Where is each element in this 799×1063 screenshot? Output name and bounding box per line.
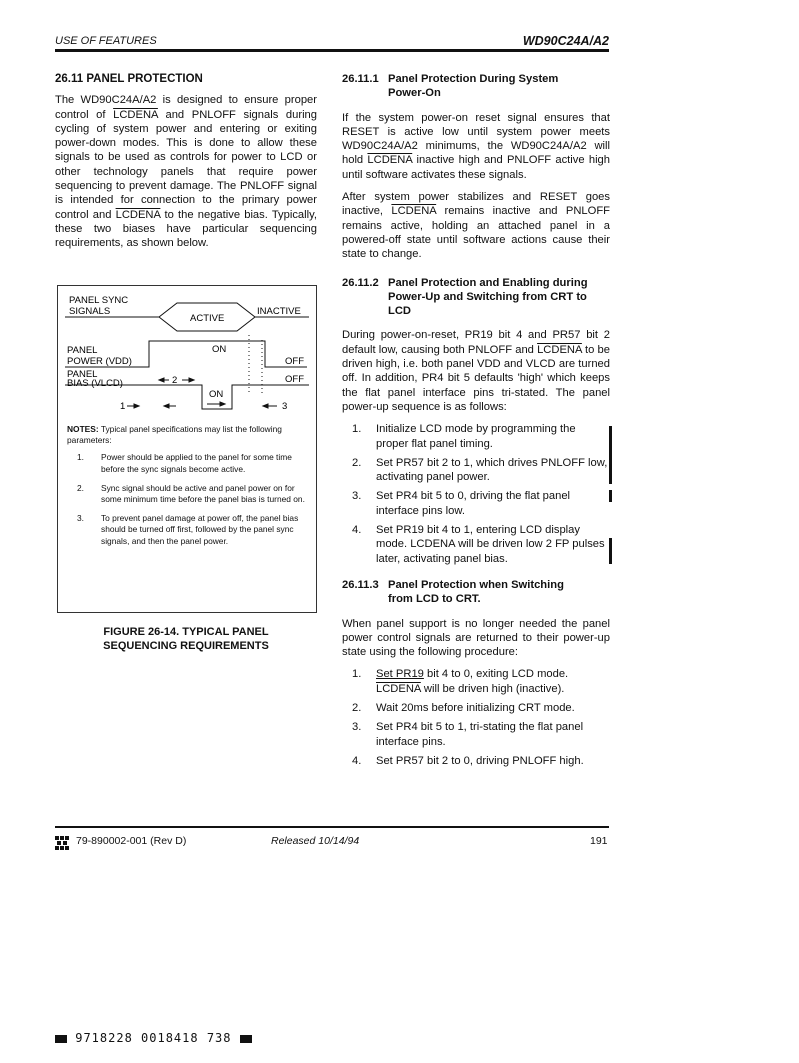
label-on-bias: ON: [209, 389, 224, 400]
barcode: [55, 1031, 252, 1045]
right-column: [342, 72, 610, 776]
header-part-number: WD90C24A/A2: [522, 34, 609, 48]
note-item: 3. To prevent panel damage at power off, the panel bias should be turned off first, followed by the panel sync signals, and then the panel power.: [77, 513, 299, 546]
label-panel-sync: PANEL SYNC: [69, 295, 129, 306]
notes-intro: Typical panel specifications may list the following parameters:: [67, 424, 282, 446]
label-interval-2: 2: [172, 375, 178, 386]
list-item: 1. Initialize LCD mode by programming the proper flat panel timing.: [352, 423, 576, 450]
paragraph: When panel support is no longer needed the panel power control signals are returned to their power-up state using the following procedure:: [342, 617, 610, 659]
label-on: ON: [212, 344, 227, 355]
intro-paragraph: The WD90C24A/A2 is designed to ensure proper control of LCDENA and PNLOFF signals during cycling of system power and entering or exiting power-down modes. This is done to allow these signals to be used as controls for power to LCD or other technology panels that require power sequencing to prevent damage. The PNLOFF signal is intended for connection to the primary power control and LCDENA to the negative bias. Typically, these two biases have particular sequencing requirements, as shown below.: [55, 94, 318, 250]
paragraph: If the system power-on reset signal ensures that RESET is active low until system power meets WD90C24A/A2 minimums, the WD90C24A/A2 will hold LCDENA inactive high and PNLOFF active high until software activates these signals.: [342, 111, 610, 181]
note-item: 1. Power should be applied to the panel for some time before the sync signals become active.: [77, 452, 292, 474]
note-item: 2. Sync signal should be active and panel power on for some minimum time before the panel bias is turned on.: [77, 482, 305, 505]
label-panel: PANEL: [67, 345, 98, 356]
list-item: 3. Set PR4 bit 5 to 1, tri-stating the flat panel interface pins.: [352, 721, 584, 748]
label-signals: SIGNALS: [69, 306, 111, 317]
subsection-heading: 26.11.2 Panel Protection and Enabling during Power-Up and Switching from CRT to LCD: [342, 276, 588, 318]
figure-notes: [67, 424, 307, 555]
label-inactive: INACTIVE: [257, 306, 301, 317]
footer-rule: [55, 826, 609, 828]
switch-steps: [342, 667, 610, 768]
list-item: 2. Wait 20ms before initializing CRT mode.: [352, 701, 575, 714]
wd-logo-icon: [55, 836, 69, 850]
subsection-heading: 26.11.1 Panel Protection During System Power-On: [342, 73, 559, 100]
label-power-vdd: POWER (VDD): [67, 356, 132, 367]
left-column: [55, 72, 317, 259]
power-up-steps: [342, 422, 610, 566]
label-off-bias: OFF: [285, 374, 304, 385]
barcode-block: [55, 1035, 67, 1043]
header-section-title: USE OF FEATURES: [55, 35, 157, 47]
barcode-digits: 9718228 0018418 738: [75, 1031, 232, 1045]
list-item: 1. Set PR19 bit 4 to 0, exiting LCD mode. LCDENA will be driven high (inactive).: [352, 668, 569, 695]
list-item: 4. Set PR57 bit 2 to 0, driving PNLOFF high.: [352, 754, 584, 767]
lcdena-signal: LCDENA: [113, 108, 158, 121]
timing-diagram: [57, 285, 315, 425]
header-rule: [55, 49, 609, 52]
label-active: ACTIVE: [190, 313, 225, 324]
label-bias-vlcd: BIAS (VLCD): [67, 378, 123, 389]
change-bar: [609, 426, 612, 484]
footer-page-number: 191: [590, 835, 608, 847]
section-heading: 26.11 PANEL PROTECTION: [55, 73, 203, 85]
change-bar: [609, 490, 612, 502]
list-item: 2. Set PR57 bit 2 to 1, which drives PNLOFF low, activating panel power.: [352, 456, 608, 484]
list-item: 3. Set PR4 bit 5 to 0, driving the flat panel interface pins low.: [352, 490, 571, 517]
label-off: OFF: [285, 356, 304, 367]
list-item: 4. Set PR19 bit 4 to 1, entering LCD display mode. LCDENA will be driven low 2 FP pulses later, activating panel bias.: [352, 524, 605, 565]
footer-doc-number: 79-890002-001 (Rev D): [76, 835, 187, 847]
barcode-block: [240, 1035, 252, 1043]
paragraph: During power-on-reset, PR19 bit 4 and PR57 bit 2 default low, causing both PNLOFF and LCDENA to be driven high, i.e. both panel VDD and VLCD are turned off. In addition, PR4 bit 5 defaults 'high' which keeps the flat panel interface pins tri-stated. The panel power-up sequence is as follows:: [342, 329, 610, 413]
label-interval-1: 1: [120, 401, 126, 412]
footer-release: Released 10/14/94: [271, 835, 360, 847]
notes-label: NOTES:: [67, 424, 99, 434]
lcdena-signal: LCDENA: [115, 208, 161, 221]
label-panel-bias: PANEL: [67, 369, 98, 380]
subsection-heading: 26.11.3 Panel Protection when Switching from LCD to CRT.: [342, 578, 564, 606]
figure-caption: FIGURE 26-14. TYPICAL PANEL SEQUENCING REQUIREMENTS: [103, 626, 269, 652]
paragraph: After system power stabilizes and RESET goes inactive, LCDENA remains inactive and PNLOFF remains active, holding an attached panel in a powered-off state until software actions cause their state to change.: [342, 191, 610, 261]
change-bar: [609, 538, 612, 564]
label-interval-3: 3: [282, 401, 288, 412]
